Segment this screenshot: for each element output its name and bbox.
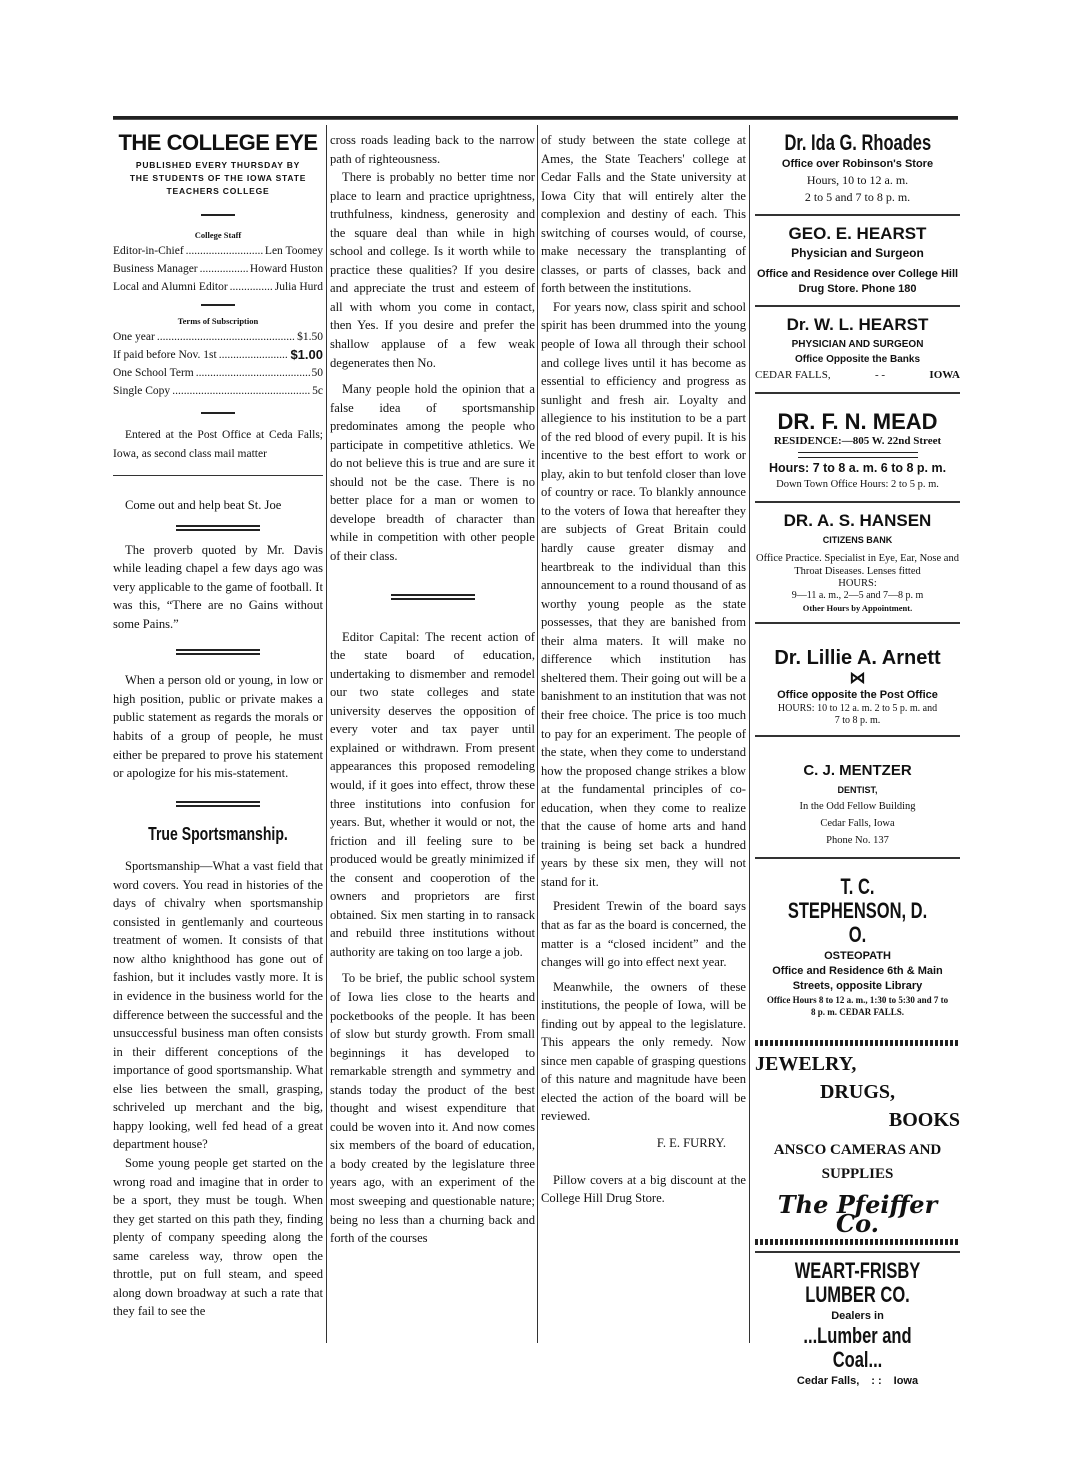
slogan: Come out and help beat St. Joe [125, 498, 282, 513]
staff-row [113, 242, 323, 260]
terms-heading: Terms of Subscription [177, 316, 259, 326]
advertisements-column [755, 125, 960, 1397]
ad-name: The Pfeiffer Co. [777, 1190, 938, 1238]
ad-mead [755, 394, 960, 503]
ad-text: Office over Robinson's Store [781, 158, 934, 170]
ad-name: DR. F. N. MEAD [777, 409, 938, 434]
ad-text: JEWELRY, [755, 1053, 857, 1075]
column-divider [749, 125, 750, 1343]
ad-arnett [755, 624, 960, 737]
term-label: Single Copy [113, 385, 171, 397]
ad-pfeiffer [755, 1050, 960, 1238]
terms-row [113, 364, 323, 382]
divider [201, 304, 235, 306]
divider [176, 649, 260, 655]
divider [201, 412, 235, 414]
letter-paragraph: of study between the state college at Ames, the State Teachers' college at Cedar Falls and the State university at Iowa City that will entirely alter the complexion and destiny of each. This switching of courses would, of course, make necessary the transplanting of classes, or parts of classes, back and forth between the institutions. [541, 133, 746, 296]
terms-row [113, 382, 323, 400]
column-divider [537, 125, 538, 1343]
letter-paragraph: To be brief, the public school system of Iowa lies close to the hearts and pocketbooks of the people. It has been of slow but sturdy growth. From small beginnings it has developed to remarkable strength and symmetry and stands today the product of the best thought and wisest expenditure that could be woven into it. And now comes six members of the board of education, a body created by the legislature three years ago, with an experiment of the most sweeping and questionable nature; being no less than a churning back and forth of the courses [330, 971, 535, 1246]
ad-text: 2 to 5 and 7 to 8 p. m. [804, 190, 911, 204]
column-3 [541, 131, 746, 1208]
ad-weart-frisby [755, 1251, 960, 1397]
ad-text: Other Hours by Appointment. [802, 603, 913, 613]
ad-name: GEO. E. HEARST [788, 224, 927, 243]
masthead-sub-2: THE STUDENTS OF THE IOWA STATE [129, 173, 307, 183]
ad-text: Hours, 10 to 12 a. m. [806, 173, 909, 187]
ad-text: Iowa [893, 1375, 919, 1388]
letter-paragraph: Editor Capital: The recent action of the state board of education, undertaking to dismember and remodel our two state colleges and state university deserves the opposition of every voter and tax payer until explained or withdrawn. From present appearances this proposed remodeling would, if it goes into effect, throw these three institutions into confusion for years. But, whether it would or not, the friction and ill feeling sure to be produced would be greatly minimized if the consent and cooperotion of the owners and proprietors are first obtained. Six men starting in to ransack and rebuild three institutions without authority are taking on too large a job. [330, 629, 535, 959]
ornamental-border [755, 1239, 960, 1245]
ad-name: WEART-FRISBY LUMBER CO. [794, 1258, 921, 1308]
ad-text: : : [871, 1375, 882, 1388]
ad-name: Dr. W. L. HEARST [786, 315, 929, 334]
staff-name: Julia Hurd [274, 281, 323, 293]
term-label: One School Term [113, 367, 194, 379]
ad-text: In the Odd Fellow Building [799, 801, 916, 812]
article-paragraph: There is probably no better time nor place to learn and practice uprightness, truthfulness, kindness, generosity and the square deal than while in high school and college. Is it worth while to practice these qualities? If you desire and appreciate the trust and esteem of all with whom you come in contact, then Yes. If you desire and prefer the shallow applause of a few weak degenerates then No. [330, 170, 535, 370]
ad-text: CEDAR FALLS, [755, 369, 831, 381]
ad-geo-hearst [755, 216, 960, 307]
ad-text: HOURS: [838, 578, 877, 589]
statement-paragraph: When a person old or young, in low or high position, public or private makes a public statement as regards the morals or habits of a group of people, he must either be prepared to prove his statement or apologize for his mis-statement. [113, 673, 323, 781]
ad-name: DR. A. S. HANSEN [783, 511, 932, 530]
article-paragraph: Sportsmanship—What a vast field that word covers. You read in histories of the days of chivalry when sportsmanship consisted in gentlemanly and courteous treatment of women. It consists of that now altho knighthood has gone out of fashion, but it includes vastly more. It is in evidence in the business world for the difference between the successful and the unsuccessful business man often consists in their different conceptions of the importance of good sportsmanship. What else lies between the small, grasping, schriveled up merchant and the big, happy looking, well fed head of a great department house? [113, 859, 323, 1152]
ad-text: Dealers in [831, 1310, 884, 1323]
ad-text: IOWA [929, 369, 960, 381]
divider [176, 525, 260, 531]
ad-text: Office Opposite the Banks [794, 354, 921, 365]
ornamental-border [755, 1040, 960, 1046]
ornament [798, 452, 918, 458]
ad-text: PHYSICIAN AND SURGEON [791, 339, 924, 350]
term-label: One year [113, 331, 155, 343]
bow-ornament-icon: ⋈ [849, 670, 866, 687]
staff-role: Business Manager [113, 263, 198, 275]
ad-text: Office Practice. Specialist in Eye, Ear, Nose and Throat Diseases. Lenses fitted [756, 553, 959, 577]
masthead-title: THE COLLEGE EYE [118, 130, 318, 155]
staff-heading: College Staff [194, 230, 242, 240]
letter-paragraph: President Trewin of the board says that as far as the board is concerned, the matter is a “closed incident” and the changes will go into effect next year. [541, 899, 746, 970]
ad-text: DENTIST, [837, 785, 878, 795]
divider [391, 594, 475, 600]
ad-text: Office and Residence over College Hill Drug Store. Phone 180 [756, 268, 959, 295]
masthead-sub-1: PUBLISHED EVERY THURSDAY BY [135, 160, 301, 170]
ad-wl-hearst [755, 307, 960, 394]
staff-name: Howard Huston [249, 263, 323, 275]
column-2 [330, 131, 535, 1248]
ad-text: ...Lumber and Coal... [803, 1323, 912, 1373]
staff-role: Local and Alumni Editor [113, 281, 228, 293]
letter-paragraph: Meanwhile, the owners of these institutions, the people of Iowa, will be finding out by appeal to the legislature. This appears the only remedy. Now since men capable of grasping questions of this nature and magnitude have been elected the action of the board will be reviewed. [541, 979, 746, 1124]
article-paragraph: Many people hold the opinion that a false idea of sportsmanship predominates among the people who participate in competitive athletics. We do not believe this is true and are sure it should not be the case. There is no better place for a man or women to develope breadth of character than while in competition with other people of their class. [330, 382, 535, 564]
staff-name: Len Toomey [264, 245, 323, 257]
ad-text: Down Town Office Hours: 2 to 5 p. m. [776, 479, 939, 490]
divider [176, 801, 260, 807]
signature: F. E. FURRY. [656, 1135, 726, 1150]
terms-row [113, 346, 323, 364]
ad-text: Phone No. 137 [826, 835, 889, 846]
ad-text: HOURS: 10 to 12 a. m. 2 to 5 p. m. and 7 to 8 p. m. [777, 703, 938, 726]
divider [113, 475, 323, 476]
notice: Pillow covers at a big discount at the College Hill Drug Store. [541, 1172, 746, 1206]
ad-text: Hours: 7 to 8 a. m. 6 to 8 p. m. [768, 461, 947, 475]
divider [201, 214, 235, 216]
column-divider [326, 125, 327, 1343]
proverb-paragraph: The proverb quoted by Mr. Davis while leading chapel a few days ago was very applicable to the game of football. It was this, “There are no Gains without some Pains.” [113, 542, 323, 631]
ad-text: DRUGS, [819, 1081, 895, 1103]
ad-text: 9—11 a. m., 2—5 and 7—8 p. m [791, 590, 924, 601]
masthead-sub-3: TEACHERS COLLEGE [166, 186, 270, 196]
ad-text: - - [874, 369, 886, 381]
term-price: 5c [312, 385, 323, 397]
ad-name: Dr. Lillie A. Arnett [774, 647, 941, 669]
ad-text: Cedar Falls, Iowa [820, 818, 895, 829]
term-price: 50 [311, 367, 323, 379]
term-label: If paid before Nov. 1st [113, 349, 217, 361]
ad-name: C. J. MENTZER [803, 762, 912, 779]
ad-hansen [755, 503, 960, 624]
ad-text: Office and Residence 6th & Main Streets, opposite Library [772, 965, 943, 992]
ad-text: Office opposite the Post Office [777, 689, 938, 701]
terms-row [113, 328, 323, 346]
staff-row [113, 260, 323, 278]
ad-text: ANSCO CAMERAS AND SUPPLIES [773, 1142, 942, 1182]
ad-text: RESIDENCE:—805 W. 22nd Street [773, 435, 942, 447]
ad-stephenson [755, 859, 960, 1026]
ad-text: OSTEOPATH [824, 950, 891, 962]
column-1 [113, 131, 323, 1321]
ad-text: BOOKS [888, 1109, 960, 1131]
ad-text: CITIZENS BANK [822, 535, 893, 545]
article-paragraph: Some young people get started on the wrong road and imagine that in order to be a sport, they must be tough. When they get started on this path they, finding plenty of company speeding along the same careless way, throw open the throttle, put on full steam, and speed along down broadway at such a rate that they fail to see the [113, 1155, 323, 1319]
ad-text: Cedar Falls, [796, 1375, 860, 1388]
ad-text: Physician and Surgeon [791, 246, 924, 260]
entry-notice: Entered at the Post Office at Ceda Falls; Iowa, as second class mail matter [113, 429, 323, 460]
staff-row [113, 278, 323, 296]
ad-name: T. C. STEPHENSON, D. O. [787, 874, 928, 947]
top-rule [113, 116, 958, 120]
term-price: $1.00 [290, 347, 323, 362]
ad-mentzer [755, 737, 960, 859]
ad-rhoades [755, 125, 960, 216]
article-heading: True Sportsmanship. [148, 823, 288, 844]
article-paragraph: cross roads leading back to the narrow path of righteousness. [330, 133, 535, 166]
staff-role: Editor-in-Chief [113, 245, 184, 257]
term-price: $1.50 [297, 331, 323, 343]
ad-name: Dr. Ida G. Rhoades [784, 130, 931, 155]
ad-text: Office Hours 8 to 12 a. m., 1:30 to 5:30 and 7 to 8 p. m. CEDAR FALLS. [766, 995, 949, 1017]
letter-paragraph: For years now, class spirit and school spirit has been drummed into the young people of Iowa all through their school and college lives until it has become as essential to efficiency and progress as sunlight and fresh air. Loyalty and allegience to his institution to be a part of the red blood of every pupil. It is his incentive to the best effort to work or play, akin to but tenfold closer than love of country or race. To blankly announce to the voters of Iowa that hereafter they are subjects of Great Britain could hardly cause greater dismay and heartbreak to the individual than this announcement to a round thousand of as worthy young people as the state possesses, that they are banished from their alma maters. It will make no difference which institution has sheltered them. Their going out will be a banishment to an institution that was not their free choice. The price is too much to pay for an experiment. The people of the state, when they come to understand how the proposed change strikes a blow at the fundamental principles of co-education, when they come to realize that the cause of home arts and hand training is being set back a hundred years by these six men, they will not stand for it. [541, 299, 746, 889]
